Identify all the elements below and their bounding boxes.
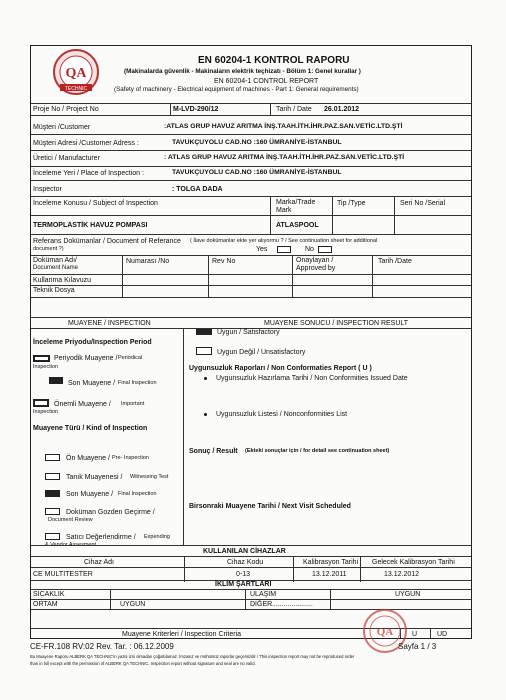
climate-reach-value: UYGUN <box>395 591 421 598</box>
result-note: (Ekteki sonuçlar için / for detail see continuation sheet) <box>245 448 390 454</box>
report-subtitle-tr: (Makinalarda güvenlik - Makinaların elektrik teçhizatı - Bölüm 1: Genel kurallar ) <box>124 68 361 75</box>
nc-title: Uygunsuzluk Raporları / Non Conformaties Report ( U ) <box>189 365 372 372</box>
review-label-en: Document Review <box>48 517 93 523</box>
climate-env-value: UYGUN <box>120 601 146 608</box>
inspector-label: Inspector <box>33 186 62 193</box>
serial-label: Seri No /Serial <box>400 200 446 207</box>
footer-page: Sayfa 1 / 3 <box>398 642 437 651</box>
reference-note-2: document ?) <box>33 246 64 252</box>
periodic-label-en: Periodical <box>118 355 143 361</box>
form-border <box>30 45 472 639</box>
report-subtitle-en: (Safety of machinery - Electrical equipment of machines - Part 1: General requirements) <box>114 86 359 93</box>
climate-other: DİĞER <box>250 601 273 608</box>
criteria-ud: UD <box>437 631 448 638</box>
inspection-place-value: TAVUKÇUYOLU CAD.NO :160 ÜMRANİYE-İSTANBUL <box>172 169 342 176</box>
customer-label: Müşteri /Customer <box>33 124 91 131</box>
no-label: No <box>305 246 314 253</box>
result-header: MUAYENE SONUCU / INSPECTION RESULT <box>264 320 409 327</box>
logo-sub: TECHNIC <box>64 86 88 92</box>
customer-address-label: Müşteri Adresi /Customer Adress : <box>33 140 139 147</box>
climate-heat: SICAKLIK <box>33 591 65 598</box>
col-approved-2: Approved by <box>296 265 336 272</box>
kind-title: Muayene Türü / Kind of Inspection <box>33 425 148 432</box>
satisfactory-label: Uygun / Satisfactory <box>217 329 280 336</box>
col-doc-name-1: Doküman Adı/ <box>33 257 77 264</box>
device-row-cal: 13.12.2011 <box>312 571 347 578</box>
date-value: 26.01.2012 <box>324 106 360 113</box>
witness-label: Tanık Muayenesi / <box>66 474 123 481</box>
climate-other-dots: ...................... <box>270 601 313 608</box>
important-label: Önemli Muayene / <box>54 401 111 408</box>
reference-note: ( İlave dokümanlar ekte yer alıyormu ? / See continuation sheet for additional <box>190 238 378 244</box>
footer-code: CE-FR.108 RV:02 Rev. Tar. : 06.12.2009 <box>30 642 174 651</box>
trademark-value: ATLASPOOL <box>276 222 319 229</box>
reference-row-2: Teknik Dosya <box>33 287 75 294</box>
manufacturer-value: : ATLAS GRUP HAVUZ ARITMA İNŞ.TAAH.İTH.İHR.PAZ.SAN.VETİC.LTD.ŞTİ <box>164 154 405 161</box>
customer-value: :ATLAS GRUP HAVUZ ARITMA İNŞ.TAAH.İTH.İHR.PAZ.SAN.VETİC.LTD.ŞTİ <box>164 123 403 130</box>
result-title: Sonuç / Result <box>189 448 238 455</box>
review-label: Doküman Gozden Geçirme / <box>66 509 155 516</box>
important-label-en-2: Inspection <box>33 409 59 415</box>
final-inspection-label: Son Muayene / <box>66 491 114 498</box>
nc-item-1: Uygunsuzluk Hazırlama Tarihi / Non Conformities Issued Date <box>216 375 408 382</box>
final-label: Son Muayene / <box>68 380 116 387</box>
criteria-u: U <box>412 631 418 638</box>
customer-address-value: TAVUKÇUYOLU CAD.NO :160 ÜMRANİYE-İSTANBUL <box>172 139 342 146</box>
device-row-next-cal: 13.12.2012 <box>384 571 420 578</box>
device-col-cal: Kalibrasyon Tarihi <box>303 559 359 566</box>
period-title: İnceleme Priyodu/Inspection Period <box>33 339 152 346</box>
device-col-name: Cihaz Adı <box>84 559 114 566</box>
inspection-header: MUAYENE / INSPECTION <box>68 320 151 327</box>
logo-text: QA <box>65 66 87 81</box>
unsatisfactory-label: Uygun Değil / Unsatisfactory <box>217 349 306 356</box>
manufacturer-label: Üretici / Manufacturer <box>33 155 100 162</box>
climate-env: ORTAM <box>33 601 58 608</box>
subject-value: TERMOPLASTİK HAVUZ POMPASI <box>33 222 148 229</box>
project-value: M-LVD-290/12 <box>173 106 219 113</box>
report-title: EN 60204-1 KONTROL RAPORU <box>198 55 350 66</box>
col-approved-1: Onaylayan / <box>296 257 334 264</box>
pre-inspection-label-en: Pre- Inspection <box>112 455 149 461</box>
type-label: Tip /Type <box>337 200 366 207</box>
device-row-code: 0-13 <box>236 571 251 578</box>
periodic-label: Periyodik Muayene / <box>54 355 118 362</box>
device-col-code: Cihaz Kodu <box>227 559 264 566</box>
climate-title: İKLİM ŞARTLARI <box>215 581 272 588</box>
subject-label: İnceleme Konusu / Subject of Inspection <box>33 200 158 207</box>
report-title-en: EN 60204-1 CONTROL REPORT <box>214 78 319 85</box>
inspector-value: : TOLGA DADA <box>172 186 223 193</box>
vendor-label: Satıcı Değerlendirme / <box>66 534 136 541</box>
periodic-label-en-2: Inspection <box>33 364 59 370</box>
climate-reach: ULAŞIM <box>250 591 277 598</box>
inspection-place-label: İnceleme Yeri / Place of Inspection : <box>33 170 144 177</box>
vendor-label-en: Expending <box>144 534 170 540</box>
svg-text:QA: QA <box>376 626 394 638</box>
project-label: Proje No / Project No <box>33 106 99 113</box>
pre-inspection-label: Ön Muayene / <box>66 455 110 462</box>
nc-item-2: Uygunsuzluk Listesi / Nonconformities List <box>216 411 348 418</box>
witness-label-en: Witnessing Test <box>130 474 169 480</box>
reference-row-1: Kullanma Kılavuzu <box>33 277 91 284</box>
trademark-label-2: Mark <box>276 207 292 214</box>
devices-title: KULLANILAN CİHAZLAR <box>203 548 286 555</box>
footer-disclaimer-2: than in full except with the permission of ALBERK QA TECHNIC. Inspection report without signature and seal are no valid. <box>30 661 256 666</box>
yes-label: Yes <box>256 246 268 253</box>
final-inspection-label-en: Final Inspection <box>118 491 157 497</box>
col-rev: Rev No <box>212 258 236 265</box>
next-visit-label: Birsonraki Muayene Tarihi / Next Visit Scheduled <box>189 503 351 510</box>
col-doc-name-2: Document Name <box>33 265 79 271</box>
criteria-label: Muayene Kriterleri / Inspection Criteria <box>122 631 242 638</box>
footer-disclaimer-1: Bu Muayene Raporu ALBERK QA TECHNIC'in yazılı izni olmadan çoğaltılamaz. İmzasız ve mühürsüz raporlar geçersizdir / This inspection report may not be reproduced order <box>30 654 355 659</box>
date-label: Tarih / Date <box>276 106 312 113</box>
trademark-label-1: Marka/Trade <box>276 199 316 206</box>
vendor-label-en-2: & Vendor Assesment <box>45 542 97 548</box>
final-label-en: Final Inspection <box>118 380 157 386</box>
reference-label: Referans Dokümanlar / Document of Referance <box>33 238 181 245</box>
device-col-next-cal: Gelecek Kalibrasyon Tarihi <box>372 559 455 566</box>
col-date: Tarih /Date <box>378 258 412 265</box>
important-label-en: Important <box>121 401 145 407</box>
device-row-name: CE MULTITESTER <box>33 571 93 578</box>
col-number: Numarası /No <box>126 258 170 265</box>
